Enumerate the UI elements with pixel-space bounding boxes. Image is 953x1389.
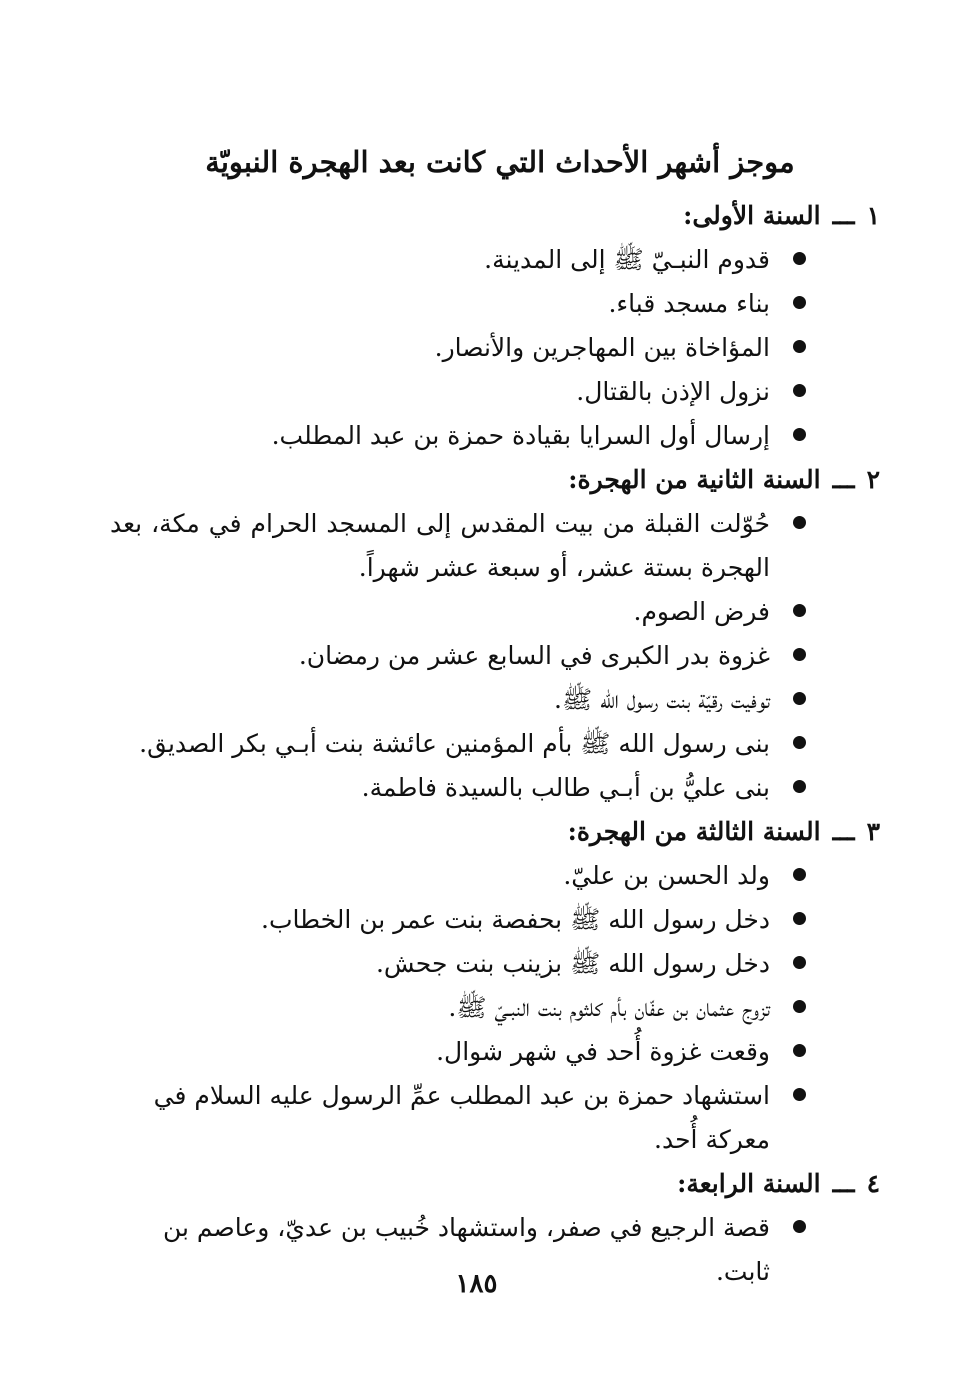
section-title: السنة الأولى: bbox=[683, 201, 821, 230]
bullet-icon bbox=[793, 516, 806, 529]
event-text: دخل رسول الله ﷺ بزينب بنت جحش. bbox=[375, 949, 770, 978]
bullet-icon bbox=[793, 384, 806, 397]
bullet-icon bbox=[793, 296, 806, 309]
list-item bbox=[120, 238, 806, 282]
section-heading bbox=[120, 1162, 880, 1206]
event-text: وقعت غزوة أُحد في شهر شوال. bbox=[436, 1037, 770, 1066]
bullet-icon bbox=[793, 604, 806, 617]
bullet-icon bbox=[793, 692, 806, 705]
bullet-icon bbox=[793, 1220, 806, 1233]
page-number: ١٨٥ bbox=[455, 1269, 498, 1299]
section-heading bbox=[120, 810, 880, 854]
list-item bbox=[120, 766, 806, 810]
section-heading bbox=[120, 458, 880, 502]
list-item bbox=[120, 590, 806, 634]
event-text: تزوج عثمان بن عفّان بأم كلثوم بنت النبـيّ ﷺ. bbox=[448, 993, 770, 1022]
section-heading bbox=[120, 194, 880, 238]
page-content bbox=[110, 140, 880, 1294]
event-text: استشهاد حمزة بن عبد المطلب عمِّ الرسول عليه السلام في معركة أُحد. bbox=[153, 1081, 770, 1154]
event-text: نزول الإذن بالقتال. bbox=[576, 377, 770, 406]
bullet-icon bbox=[793, 340, 806, 353]
section-title: السنة الرابعة: bbox=[677, 1169, 821, 1198]
list-item bbox=[120, 634, 806, 678]
list-item bbox=[120, 678, 806, 722]
list-item bbox=[110, 502, 806, 590]
list-item bbox=[120, 898, 806, 942]
bullet-icon bbox=[793, 1000, 806, 1013]
list-item bbox=[120, 1030, 806, 1074]
list-item bbox=[120, 854, 806, 898]
list-item bbox=[120, 326, 806, 370]
event-text: بنى رسول الله ﷺ بأم المؤمنين عائشة بنت أبـي بكر الصديق. bbox=[139, 729, 770, 758]
section-year-2 bbox=[110, 458, 880, 810]
event-text: قصة الرجيع في صفر، واستشهاد خُبيب بن عديّ، وعاصم بن ثابت. bbox=[162, 1213, 770, 1286]
bullet-icon bbox=[793, 868, 806, 881]
event-text: بنى عليُّ بن أبـي طالب بالسيدة فاطمة. bbox=[361, 773, 770, 802]
section-year-3 bbox=[120, 810, 880, 1162]
section-dash: ـــ bbox=[832, 465, 855, 494]
section-number: ١ bbox=[866, 201, 880, 230]
event-text: بناء مسجد قباء. bbox=[608, 289, 770, 318]
event-list bbox=[120, 854, 880, 1162]
bullet-icon bbox=[793, 252, 806, 265]
bullet-icon bbox=[793, 648, 806, 661]
section-number: ٤ bbox=[866, 1169, 880, 1198]
bullet-icon bbox=[793, 1044, 806, 1057]
event-text: حُوّلت القبلة من بيت المقدس إلى المسجد الحرام في مكة، بعد الهجرة بستة عشر، أو سبعة عشر شهراً. bbox=[110, 509, 770, 582]
event-list bbox=[110, 502, 880, 810]
event-text: المؤاخاة بين المهاجرين والأنصار. bbox=[434, 333, 770, 362]
bullet-icon bbox=[793, 1088, 806, 1101]
section-dash: ـــ bbox=[832, 817, 855, 846]
list-item bbox=[120, 370, 806, 414]
event-text: ولد الحسن بن عليّ. bbox=[563, 861, 770, 890]
section-year-1 bbox=[120, 194, 880, 458]
section-title: السنة الثالثة من الهجرة: bbox=[567, 817, 821, 846]
section-title: السنة الثانية من الهجرة: bbox=[568, 465, 821, 494]
list-item bbox=[120, 282, 806, 326]
list-item bbox=[120, 942, 806, 986]
event-text: دخل رسول الله ﷺ بحفصة بنت عمر بن الخطاب. bbox=[261, 905, 770, 934]
section-dash: ـــ bbox=[832, 201, 855, 230]
bullet-icon bbox=[793, 428, 806, 441]
bullet-icon bbox=[793, 956, 806, 969]
list-item bbox=[120, 986, 806, 1030]
section-dash: ـــ bbox=[832, 1169, 855, 1198]
event-text: إرسال أول السرايا بقيادة حمزة بن عبد المطلب. bbox=[271, 421, 770, 450]
list-item bbox=[120, 414, 806, 458]
event-text: فرض الصوم. bbox=[633, 597, 770, 626]
event-list bbox=[120, 238, 880, 458]
event-text: غزوة بدر الكبرى في السابع عشر من رمضان. bbox=[298, 641, 770, 670]
section-number: ٣ bbox=[866, 817, 880, 846]
page-title: موجز أشهر الأحداث التي كانت بعد الهجرة النبويّة bbox=[205, 145, 795, 179]
bullet-icon bbox=[793, 736, 806, 749]
list-item bbox=[120, 722, 806, 766]
bullet-icon bbox=[793, 912, 806, 925]
event-text: قدوم النبـيّ ﷺ إلى المدينة. bbox=[484, 245, 770, 274]
section-number: ٢ bbox=[866, 465, 880, 494]
list-item bbox=[120, 1074, 806, 1162]
bullet-icon bbox=[793, 780, 806, 793]
event-text: توفيت رقيّة بنت رسول الله ﷺ. bbox=[554, 685, 770, 714]
